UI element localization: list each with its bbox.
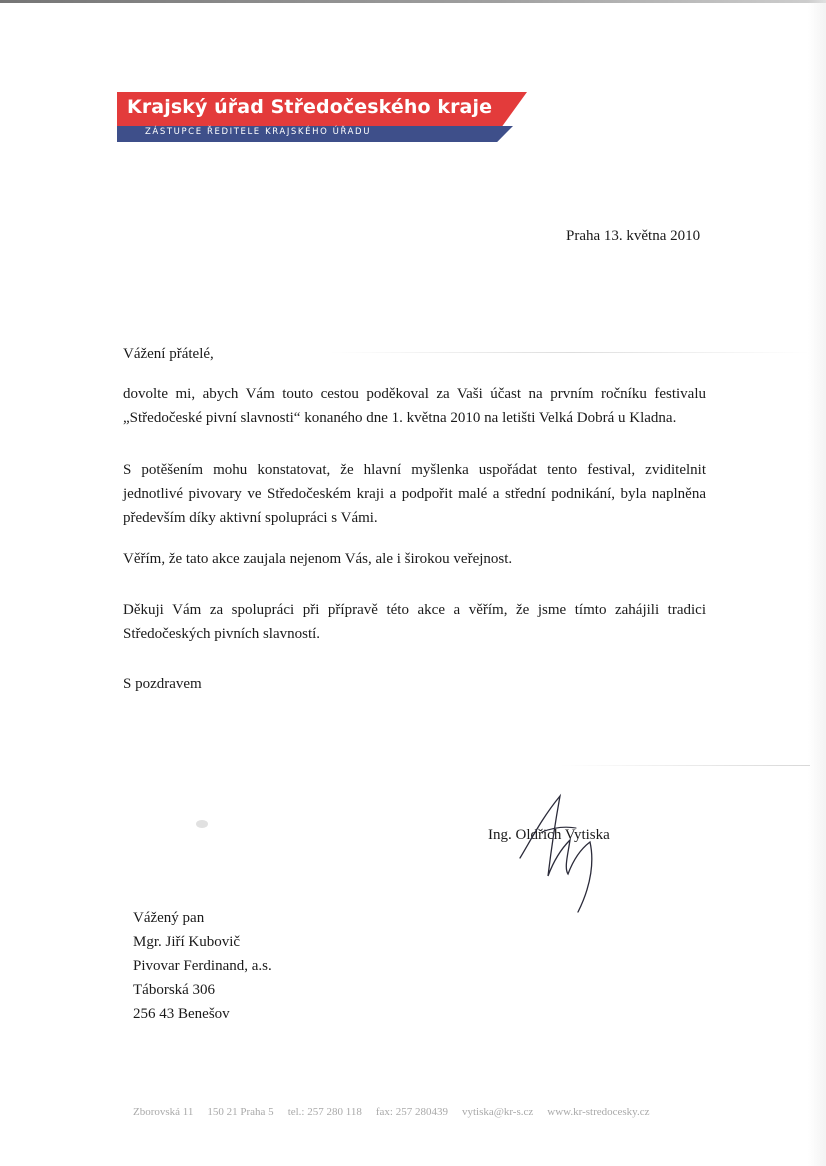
paragraph-1-line-1: dovolte mi, abych Vám touto cestou poděkoval za Vaši účast na prvním ročníku festivalu	[123, 386, 706, 402]
letter-paragraph-3: Věřím, že tato akce zaujala nejenom Vás, ale i širokou veřejnost.	[123, 551, 513, 567]
letter-paragraph-4	[123, 598, 706, 646]
footer-city: 150 21 Praha 5	[207, 1106, 274, 1118]
paragraph-2-line-1: S potěšením mohu konstatovat, že hlavní myšlenka uspořádat tento festival, zviditelnit	[123, 462, 706, 478]
footer-web: www.kr-stredocesky.cz	[547, 1106, 650, 1118]
logo-department: ZÁSTUPCE ŘEDITELE KRAJSKÉHO ÚŘADU	[145, 127, 372, 137]
paper-smudge	[196, 820, 208, 828]
recipient-city: 256 43 Benešov	[133, 1006, 230, 1022]
letter-salutation: Vážení přátelé,	[123, 346, 214, 362]
paragraph-2-line-2: jednotlivé pivovary ve Středočeském kraji a podpořit malé a střední podnikání, byla naplněna	[123, 486, 706, 502]
logo-org-name: Krajský úřad Středočeského kraje	[127, 96, 493, 118]
letterhead-logo	[117, 92, 527, 144]
letter-closing: S pozdravem	[123, 676, 202, 692]
footer-fax: fax: 257 280439	[375, 1106, 448, 1118]
handwritten-signature	[512, 788, 622, 918]
scan-edge-top	[0, 0, 826, 3]
footer-email: vytiska@kr-s.cz	[461, 1106, 534, 1118]
paragraph-2-line-3: především díky aktivní spolupráci s Vámi.	[123, 510, 378, 526]
recipient-company: Pivovar Ferdinand, a.s.	[133, 958, 272, 974]
signer-name: Ing. Oldřich Vytiska	[488, 827, 610, 843]
recipient-name: Mgr. Jiří Kubovič	[133, 934, 241, 950]
letter-date: Praha 13. května 2010	[566, 228, 701, 244]
letterhead-footer	[133, 1106, 733, 1118]
letter-paragraph-1	[123, 382, 706, 430]
recipient-salutation: Vážený pan	[133, 910, 205, 926]
scan-edge-right	[808, 0, 826, 1166]
paper-fold-line-lower	[560, 765, 810, 766]
paragraph-4-line-1: Děkuji Vám za spolupráci při přípravě této akce a věřím, že jsme tímto zahájili tradici	[123, 602, 706, 618]
recipient-address	[133, 906, 272, 1026]
paragraph-1-line-2: „Středočeské pivní slavnosti“ konaného dne 1. května 2010 na letišti Velká Dobrá u Kladna.	[123, 410, 677, 426]
footer-phone: tel.: 257 280 118	[287, 1106, 362, 1118]
letter-paragraph-2	[123, 458, 706, 530]
recipient-street: Táborská 306	[133, 982, 216, 998]
paragraph-4-line-2: Středočeských pivních slavností.	[123, 626, 321, 642]
footer-street: Zborovská 11	[133, 1106, 194, 1118]
